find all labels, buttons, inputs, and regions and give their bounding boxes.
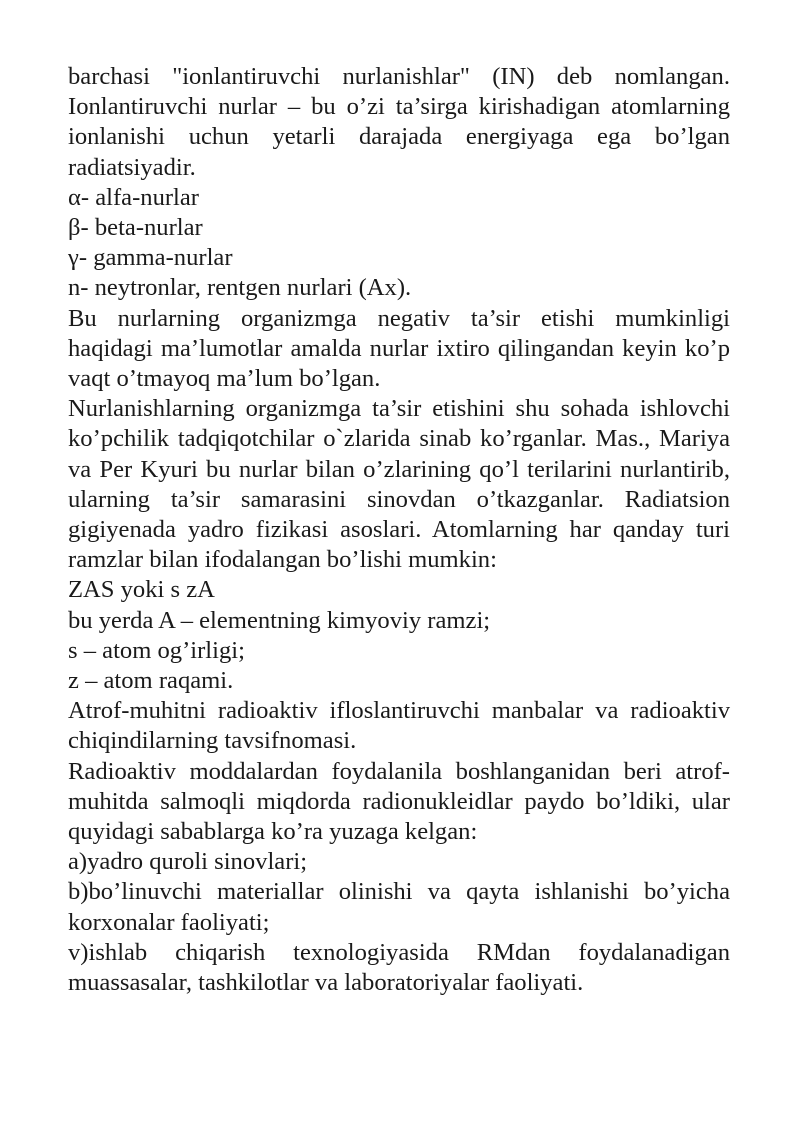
paragraph-ionizing-radiation-definition: barchasi "ionlantiruvchi nurlanishlar" (IN) deb nomlangan. Ionlantiruvchi nurlar – bu o’zi ta’sirga kirishadigan atomlarning ionlanishi uchun yetarli darajada energiyaga ega bo’lgan radiatsiyadir. — [68, 63, 730, 181]
list-item-v: v)ishlab chiqarish texnologiyasida RMdan foydalanadigan muassasalar, tashkilotlar va laboratoriyalar faoliyati. — [68, 938, 730, 997]
formula-line: ZAS yoki s zA — [68, 576, 215, 604]
formula-legend-z: z – atom raqami. — [68, 667, 234, 695]
paragraph-researchers: Nurlanishlarning organizmga ta’sir etishini shu sohada ishlovchi ko’pchilik tadqiqotchilar o`zlarida sinab ko’rganlar. Mas., Mariya va Per Kyuri bu nurlar bilan o’zlarining qo’l terilarini nurlantirib, ularning ta’sir samarasini sinovdan o’tkazganlar. Radiatsion gigiyenada yadro fizikasi asoslari. Atomlarning har qanday turi ramzlar bilan ifodalangan bo’lishi mumkin: — [68, 395, 730, 574]
list-item-neutrons: n- neytronlar, rentgen nurlari (Ax). — [68, 274, 412, 302]
list-item-b: b)bo’linuvchi materiallar olinishi va qayta ishlanishi bo’yicha korxonalar faoliyati; — [68, 878, 730, 936]
list-item-beta: β- beta-nurlar — [68, 214, 203, 242]
list-item-a: a)yadro quroli sinovlari; — [68, 848, 308, 876]
list-item-alpha: α- alfa-nurlar — [68, 183, 199, 211]
paragraph-negative-effect: Bu nurlarning organizmga negativ ta’sir etishi mumkinligi haqidagi ma’lumotlar amalda nurlar ixtiro qilingandan keyin ko’p vaqt o’tmayoq ma’lum bo’lgan. — [68, 304, 730, 393]
list-item-gamma: γ- gamma-nurlar — [68, 244, 233, 272]
document-page — [68, 62, 730, 998]
paragraph-radionuclides: Radioaktiv moddalardan foydalanila boshlanganidan beri atrof-muhitda salmoqli miqdorda radionukleidlar paydo bo’ldiki, ular quyidagi sabablarga ko’ra yuzaga kelgan: — [68, 757, 730, 846]
section-heading-sources: Atrof-muhitni radioaktiv ifloslantiruvchi manbalar va radioaktiv chiqindilarning tavsifnomasi. — [68, 697, 730, 755]
formula-legend-s: s – atom og’irligi; — [68, 636, 245, 664]
formula-legend-a: bu yerda A – elementning kimyoviy ramzi; — [68, 606, 491, 634]
